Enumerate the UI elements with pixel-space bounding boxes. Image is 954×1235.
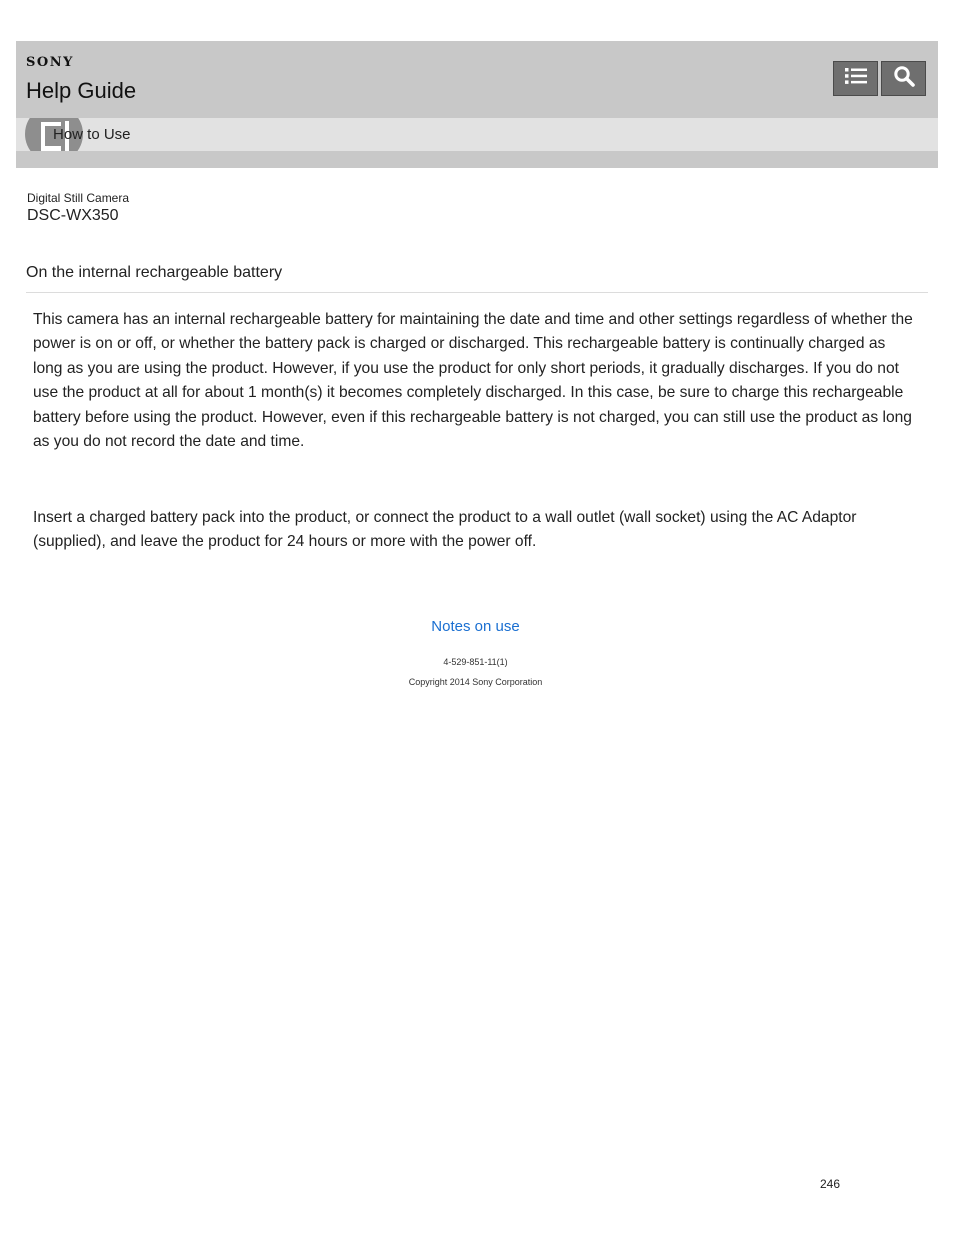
body-paragraph-2: Insert a charged battery pack into the product, or connect the product to a wall outlet (wall socket) using the AC Adaptor (supplied), and leave the product for 24 hours or more with the power off. <box>33 509 857 551</box>
notes-on-use-link[interactable]: Notes on use <box>431 618 520 635</box>
header-bar <box>16 41 938 168</box>
page-title: Help Guide <box>26 78 137 103</box>
search-icon <box>893 65 915 92</box>
copyright-text: Copyright 2014 Sony Corporation <box>408 677 543 687</box>
breadcrumb-how-to-use[interactable]: How to Use <box>53 126 131 143</box>
product-type: Digital Still Camera <box>27 191 130 205</box>
topic-title: On the internal rechargeable battery <box>26 264 283 281</box>
document-code: 4-529-851-11(1) <box>443 657 508 667</box>
breadcrumb <box>16 118 938 151</box>
page-number: 246 <box>820 1177 841 1191</box>
sony-logo: SONY <box>26 55 74 70</box>
product-model: DSC-WX350 <box>27 207 119 224</box>
toc-button[interactable] <box>833 61 878 96</box>
body-paragraph-1: This camera has an internal rechargeable battery for maintaining the date and time and other settings regardless of whether the power is on or off, or whether the battery pack is charged or discharged. This rechargeable battery is continually charged as long as you are using the product. However, if you use the product for only short periods, it gradually discharges. If you do not use the product at all for about 1 month(s) it becomes completely discharged. In this case, be sure to charge this rechargeable battery before using the product. However, even if this rechargeable battery is not charged, you can still use the product as long as you do not record the date and time. <box>33 311 913 451</box>
title-divider <box>26 292 928 293</box>
list-icon <box>844 66 868 91</box>
search-button[interactable] <box>881 61 926 96</box>
